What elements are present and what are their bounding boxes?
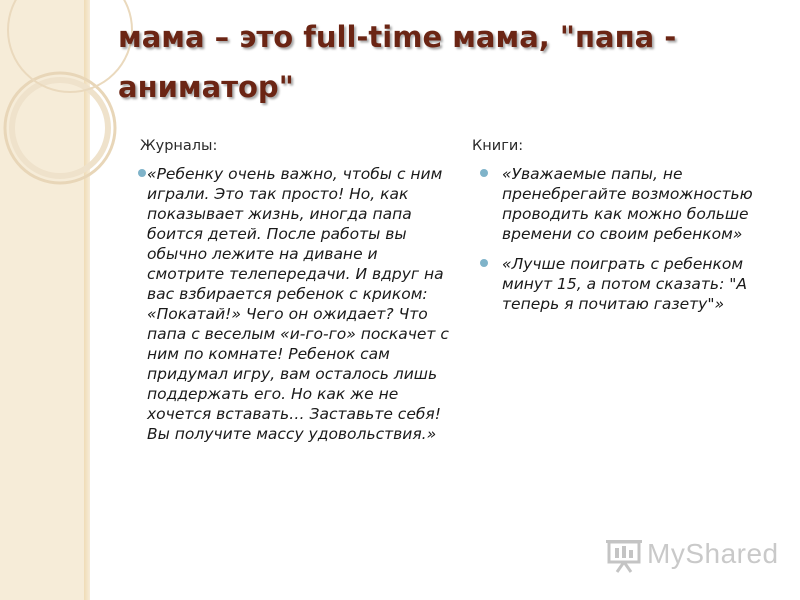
books-column: [472, 138, 782, 324]
list-item-text: «Лучше поиграть с ребенком минут 15, а потом сказать: "А теперь я почитаю газету"»: [502, 255, 747, 313]
presentation-icon: [605, 538, 643, 574]
slide-title: мама – это full-time мама, "папа - аниматор": [118, 20, 677, 104]
bullet-icon: [138, 169, 146, 177]
logo-text: MyShared: [647, 538, 779, 569]
myshared-logo: [605, 536, 779, 576]
bullet-icon: [480, 169, 488, 177]
books-list: [472, 164, 782, 314]
books-header: Книги:: [472, 138, 524, 154]
list-item-text: «Ребенку очень важно, чтобы с ним играли. Это так просто! Но, как показывает жизнь, иногда папа боится детей. После работы вы обычно лежите на диване и смотрите телепередачи. И вдруг на вас взбирается ребенок с криком: «Покатай!» Чего он ожидает? Что папа с веселым «и-го-го» поскачет с ним по комнате! Ребенок сам придумал игру, вам осталось лишь поддержать его. Но как же не хочется вставать… Заставьте себя! Вы получите массу удовольствия.»: [147, 165, 449, 443]
magazines-column: [140, 138, 450, 454]
list-item-text: «Уважаемые папы, не пренебрегайте возможностью проводить как можно больше времени со своим ребенком»: [502, 165, 753, 243]
list-item: [472, 164, 782, 244]
bullet-icon: [480, 259, 488, 267]
magazines-header: Журналы:: [140, 138, 218, 154]
magazines-list: [140, 164, 450, 444]
list-item: [472, 254, 782, 314]
list-item: [140, 164, 450, 444]
